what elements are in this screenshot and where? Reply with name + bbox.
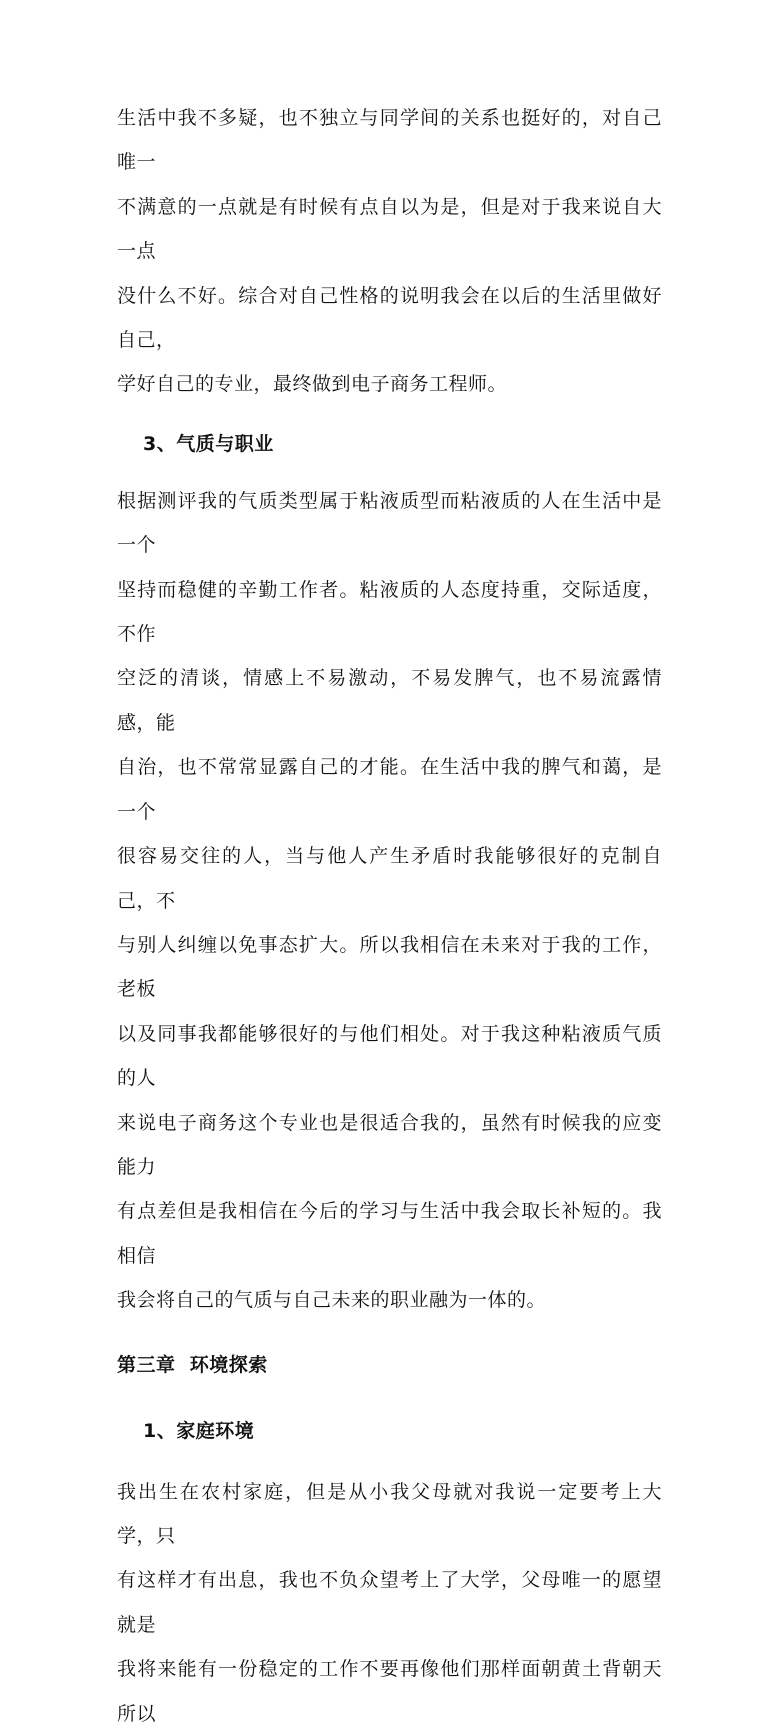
- paragraph-family: 我出生在农村家庭，但是从小我父母就对我说一定要考上大学，只 有这样才有出息，我也不负众望考上了大学，父母唯一的愿望就是 我将来能有一份稳定的工作不要再像他们那样面朝黄土背朝天所以: [117, 1480, 662, 1725]
- chapter-heading: 第三章 环境探索: [117, 1353, 268, 1376]
- document-body: [117, 96, 662, 1736]
- paragraph-personality: 生活中我不多疑，也不独立与同学间的关系也挺好的，对自己唯一 不满意的一点就是有时候有点自以为是，但是对于我来说自大一点 没什么不好。综合对自己性格的说明我会在以后的生活里做好自己， 学好自己的专业，最终做到电子商务工程师。: [117, 107, 662, 396]
- paragraph-temperament: 根据测评我的气质类型属于粘液质型而粘液质的人在生活中是一个 坚持而稳健的辛勤工作者。粘液质的人态度持重，交际适度，不作 空泛的清谈，情感上不易激动，不易发脾气，也不易流露情感，能 自治，也不常常显露自己的才能。在生活中我的脾气和蔼，是一个 很容易交往的人，当与他人产生矛盾时我能够很好的克制自己，不 与别人纠缠以免事态扩大。所以我相信在未来对于我的工作，老板 以及同事我都能够很好的与他们相处。对于我这种粘液质气质的人 来说电子商务这个专业也是很适合我的，虽然有时候我的应变能力 有点差但是我相信在今后的学习与生活中我会取长补短的。我相信 我会将自己的气质与自己未来的职业融为一体的。: [117, 489, 662, 1312]
- section-heading-temperament: 3、气质与职业: [143, 432, 274, 455]
- section-heading-family: 1、家庭环境: [143, 1419, 255, 1442]
